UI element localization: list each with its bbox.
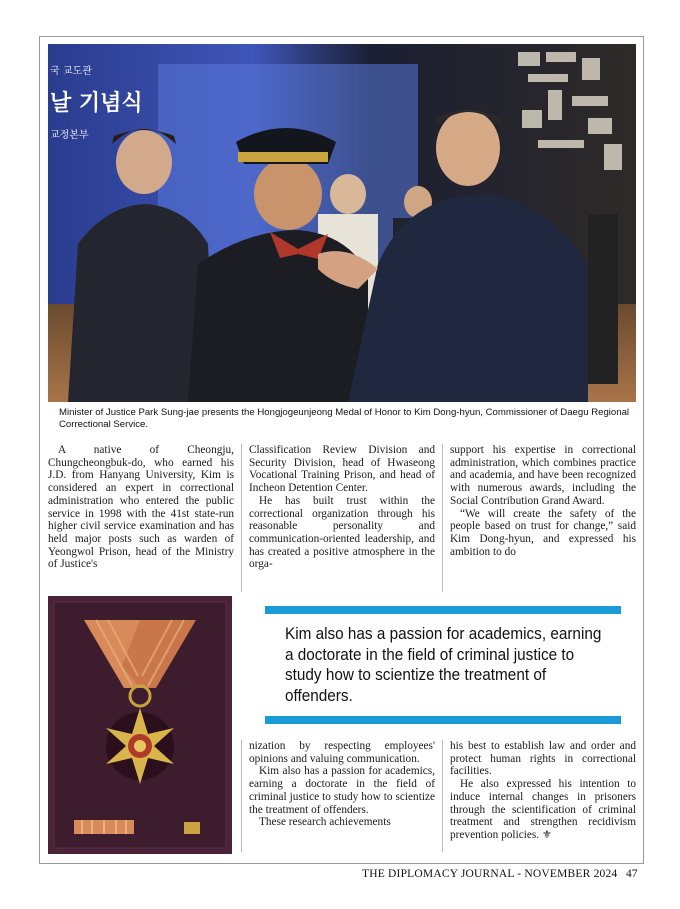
paragraph: Kim also has a passion for academics, earning a doctorate in the field of criminal justice to study how to scientize the treatment of offenders. (249, 765, 435, 816)
ceremony-photo (48, 44, 636, 402)
paragraph: nization by respecting employees' opinions and valuing communication. (249, 740, 435, 765)
pullquote-bottom-bar (265, 716, 621, 724)
backdrop-text-3: 교정본부 (50, 130, 89, 141)
ceremony-photo-illustration (48, 44, 636, 402)
paragraph: These research achievements (259, 816, 391, 829)
paragraph: He has built trust within the correctional organization through his reasonable personality and communication-oriented leadership, and has created a positive atmosphere in the orga- (249, 494, 435, 571)
paragraph-text: He also expressed his intention to induce internal changes in prisoners through the scientification of criminal treatment and strengthen recidivism prevention policies. (450, 778, 636, 841)
column-1 (48, 444, 234, 571)
backdrop-text-1: 국 교도관 (50, 66, 92, 77)
publication-footer: THE DIPLOMACY JOURNAL - NOVEMBER 2024 (362, 868, 618, 880)
photo-caption: Minister of Justice Park Sung-jae presents the Hongjogeunjeong Medal of Honor to Kim Dong-hyun, Commissioner of Daegu Regional Correctional Service. (59, 407, 630, 430)
column-divider (241, 740, 242, 852)
medal-photo (48, 596, 232, 854)
column-3-continued (450, 740, 636, 842)
column-divider (241, 444, 242, 592)
medal-illustration (48, 596, 232, 854)
page-number: 47 (626, 868, 638, 880)
paragraph (450, 778, 636, 842)
pullquote: Kim also has a passion for academics, earning a doctorate in the field of criminal justice to study how to scientize the treatment of offenders. (285, 624, 602, 705)
paragraph: “We will create the safety of the people based on trust for change,” said Kim Dong-hyun, and expressed his ambition to do (450, 507, 636, 558)
paragraph: support his expertise in correctional administration, which combines practice and academia, and have been recognized with numerous awards, including the Social Contribution Grand Award. (450, 444, 636, 507)
end-mark-icon: ⚜ (541, 828, 552, 841)
pullquote-top-bar (265, 606, 621, 614)
paragraph: A native of Cheongju, Chungcheongbuk-do, who earned his J.D. from Hanyang University, Kim is considered an expert in correctional administration who entered the public service in 1998 with the 41st state-run higher civil service examination and has held major posts such as warden of Yeongwol Prison, head of the Ministry of Justice's (48, 444, 234, 571)
column-divider (442, 740, 443, 852)
paragraph: Classification Review Division and Security Division, head of Hwaseong Vocational Training Prison, and head of Incheon Detention Center. (249, 444, 435, 495)
column-divider (442, 444, 443, 592)
backdrop-text-2: 날 기념식 (50, 91, 143, 116)
column-2-continued (249, 740, 435, 829)
column-3 (450, 444, 636, 558)
paragraph: his best to establish law and order and protect human rights in correctional facilities. (450, 740, 636, 778)
column-2 (249, 444, 435, 571)
